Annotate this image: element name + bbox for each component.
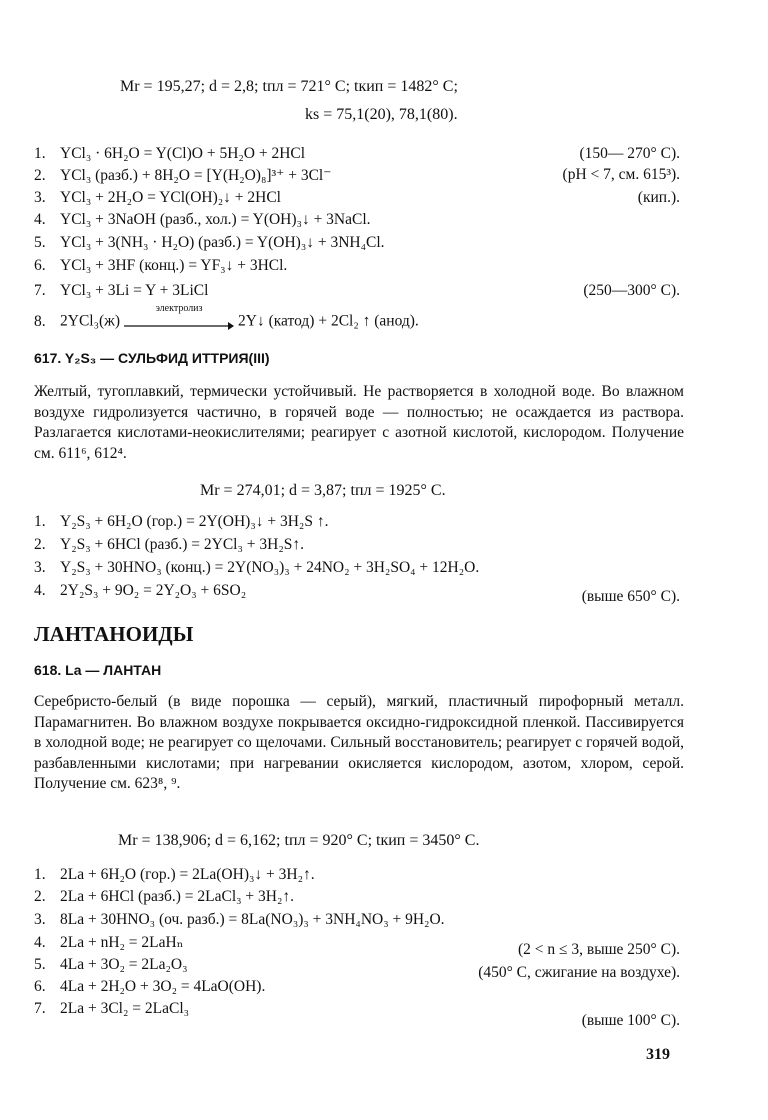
reaction-line — [34, 166, 680, 185]
reaction-equation: YCl₃ (разб.) + 8H₂O = [Y(H₂O)₈]³⁺ + 3Cl⁻ — [60, 167, 332, 184]
ycl3-solubility: ks = 75,1(20), 78,1(80). — [305, 106, 458, 123]
reaction-equation: Y₂S₃ + 6H₂O (гор.) = 2Y(OH)₃↓ + 3H₂S ↑. — [60, 513, 329, 530]
reaction-condition: (pH < 7, см. 615³). — [562, 166, 680, 183]
reaction-condition: (150— 270° C). — [579, 145, 680, 162]
reaction-equation: YCl₃ + 3HF (конц.) = YF₃↓ + 3HCl. — [60, 257, 288, 274]
reaction-number: 4. — [34, 934, 46, 951]
reaction-number: 6. — [34, 257, 46, 274]
reaction-equation: YCl₃ + 3Li = Y + 3LiCl — [60, 282, 209, 299]
reaction-line — [34, 257, 680, 275]
reaction-number: 4. — [34, 211, 46, 228]
reaction-equation: 4La + 2H₂O + 3O₂ = 4LaO(OH). — [60, 978, 266, 995]
reaction-condition: (выше 100° C). — [581, 1012, 680, 1029]
reaction-equation: Y₂S₃ + 6HCl (разб.) = 2YCl₃ + 3H₂S↑. — [60, 536, 304, 553]
reaction-number: 1. — [34, 145, 46, 162]
section-heading-sulfide: 617. Y₂S₃ — СУЛЬФИД ИТТРИЯ(III) — [34, 350, 270, 366]
ycl3-properties: Mr = 195,27; d = 2,8; tпл = 721° C; tкип = 1482° C; — [120, 78, 458, 95]
reaction-line — [34, 866, 680, 884]
reaction-line — [34, 234, 680, 252]
reaction-line — [34, 582, 680, 605]
right-arrow-icon — [124, 322, 234, 330]
sulfide-properties: Mr = 274,01; d = 3,87; tпл = 1925° C. — [200, 482, 446, 499]
reaction-equation: YCl₃ · 6H₂O = Y(Cl)O + 5H₂O + 2HCl — [60, 145, 306, 162]
section-heading-lanthanum: 618. La — ЛАНТАН — [34, 662, 162, 678]
reaction-number: 1. — [34, 513, 46, 530]
lanthanum-properties: Mr = 138,906; d = 6,162; tпл = 920° C; tкип = 3450° C. — [118, 832, 480, 849]
reaction-equation: YCl₃ + 2H₂O = YCl(OH)₂↓ + 2HCl — [60, 189, 281, 206]
reaction-condition: (кип.). — [637, 189, 680, 206]
reaction-number: 3. — [34, 559, 46, 576]
reaction-number: 7. — [34, 1000, 46, 1017]
reaction-number: 3. — [34, 911, 46, 928]
reaction-line — [34, 513, 680, 531]
reaction-line — [34, 145, 680, 163]
reaction-equation: YCl₃ + 3(NH₃ · H₂O) (разб.) = Y(OH)₃↓ + 3NH₄Cl. — [60, 234, 385, 251]
reaction-number: 8. — [34, 312, 46, 330]
reaction-number: 6. — [34, 978, 46, 995]
reaction-number: 5. — [34, 956, 46, 973]
reaction-condition: (выше 650° C). — [581, 588, 680, 605]
reaction-number: 4. — [34, 582, 46, 599]
electrolysis-reaction — [34, 303, 680, 332]
reaction-condition: (2 < n ≤ 3, выше 250° C). — [517, 941, 680, 958]
reaction-number: 2. — [34, 888, 46, 905]
reaction-number: 2. — [34, 536, 46, 553]
sulfide-description: Желтый, тугоплавкий, термически устойчивый. Не растворяется в холодной воде. Во влажном воздухе гидролизуется частично, в горячей воде — полностью; не осаждается из раствора. Разлагается кислотами-неокислителями; реагирует с азотной кислотой, кислородом. Получение см. 611⁶, 612⁴. — [34, 383, 684, 462]
reaction-line — [34, 956, 680, 981]
reaction-equation: 2La + 6H₂O (гор.) = 2La(OH)₃↓ + 3H₂↑. — [60, 866, 315, 883]
electrolysis-arrow — [124, 303, 234, 332]
reaction-line — [34, 536, 680, 554]
reaction-line — [34, 978, 680, 996]
reaction-equation: 2La + nH₂ = 2LaHₙ — [60, 934, 184, 951]
reaction-equation: 2La + 6HCl (разб.) = 2LaCl₃ + 3H₂↑. — [60, 888, 294, 905]
reaction-equation: 4La + 3O₂ = 2La₂O₃ — [60, 956, 188, 973]
reaction-product: 2Y↓ (катод) + 2Cl₂ ↑ (анод). — [238, 312, 419, 330]
reaction-equation: Y₂S₃ + 30HNO₃ (конц.) = 2Y(NO₃)₃ + 24NO₂ + 3H₂SO₄ + 12H₂O. — [60, 559, 480, 576]
reaction-equation: 2Y₂S₃ + 9O₂ = 2Y₂O₃ + 6SO₂ — [60, 582, 247, 599]
reaction-line — [34, 559, 680, 577]
section-title: ЛАНТАНОИДЫ — [34, 622, 194, 646]
reaction-line — [34, 1000, 680, 1029]
reaction-number: 5. — [34, 234, 46, 251]
reaction-equation: 8La + 30HNO₃ (оч. разб.) = 8La(NO₃)₃ + 3NH₄NO₃ + 9H₂O. — [60, 911, 445, 928]
reaction-reactant: 2YCl₃(ж) — [60, 312, 121, 330]
arrow-label: электролиз — [155, 303, 203, 314]
reaction-line — [34, 282, 680, 300]
reaction-line — [34, 933, 680, 958]
reaction-condition: (250—300° C). — [583, 282, 680, 299]
reaction-number: 3. — [34, 189, 46, 206]
page-number: 319 — [646, 1046, 670, 1063]
lanthanum-description: Серебристо-белый (в виде порошка — серый), мягкий, пластичный пирофорный металл. Парамагнитен. Во влажном воздухе покрывается оксидно-гидроксидной пленкой. Пассивируется в холодной воде; не реагирует со щелочами. Сильный восстановитель; реагирует с горячей водой, разбавленными кислотами; при нагревании окисляется кислородом, азотом, хлором, серой. Получение см. 623⁸, ⁹. — [34, 693, 684, 792]
reaction-line — [34, 888, 680, 906]
reaction-number: 7. — [34, 282, 46, 299]
reaction-line — [34, 189, 680, 207]
reaction-line — [34, 211, 680, 229]
reaction-number: 2. — [34, 167, 46, 184]
reaction-equation: YCl₃ + 3NaOH (разб., хол.) = Y(OH)₃↓ + 3NaCl. — [60, 211, 371, 228]
reaction-equation: 2La + 3Cl₂ = 2LaCl₃ — [60, 1000, 190, 1017]
reaction-condition: (450° C, сжигание на воздухе). — [478, 964, 680, 981]
reaction-number: 1. — [34, 866, 46, 883]
reaction-line — [34, 911, 680, 929]
